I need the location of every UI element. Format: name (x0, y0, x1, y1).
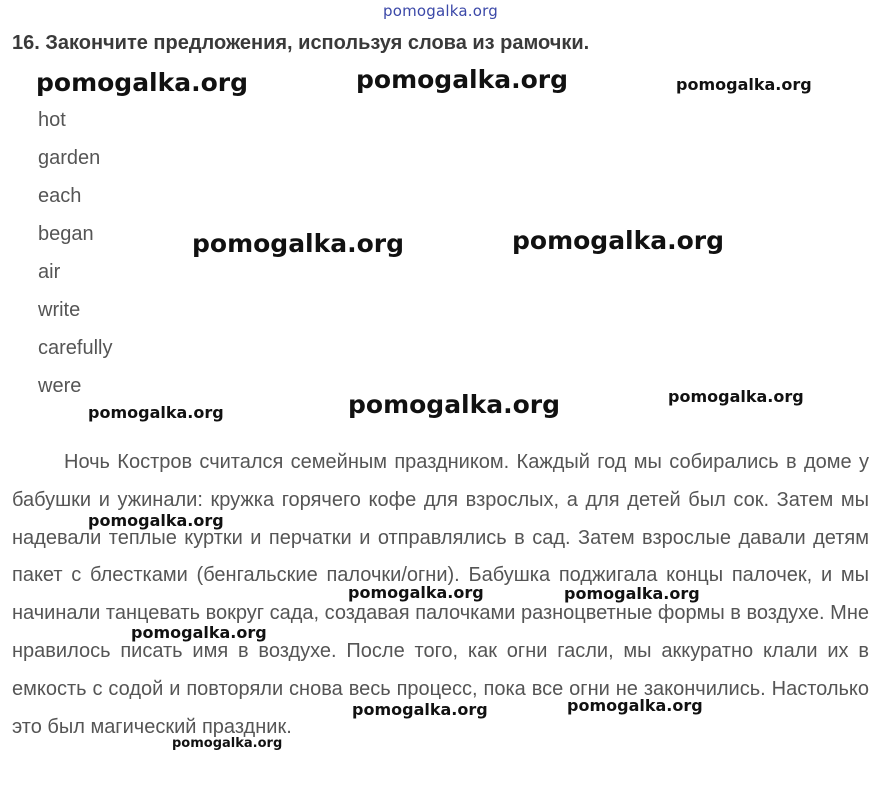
watermark: pomogalka.org (668, 387, 804, 406)
word-box-item: air (38, 261, 61, 283)
word-box-item: each (38, 185, 82, 207)
word-box-item: garden (38, 147, 101, 169)
watermark: pomogalka.org (352, 700, 488, 719)
site-watermark-top: pomogalka.org (383, 2, 498, 20)
watermark: pomogalka.org (172, 736, 283, 751)
watermark: pomogalka.org (348, 583, 484, 602)
watermark: pomogalka.org (36, 68, 249, 97)
exercise-title: 16. Закончите предложения, используя слова из рамочки. (12, 32, 590, 54)
word-box-item: were (38, 375, 82, 397)
watermark: pomogalka.org (88, 403, 224, 422)
watermark: pomogalka.org (348, 390, 561, 419)
watermark: pomogalka.org (512, 226, 725, 255)
watermark: pomogalka.org (567, 696, 703, 715)
watermark: pomogalka.org (676, 75, 812, 94)
watermark: pomogalka.org (88, 511, 224, 530)
word-box-item: hot (38, 109, 66, 131)
watermark: pomogalka.org (564, 584, 700, 603)
watermark: pomogalka.org (192, 229, 405, 258)
watermark: pomogalka.org (356, 65, 569, 94)
word-box-item: write (38, 299, 81, 321)
watermark: pomogalka.org (131, 623, 267, 642)
word-box-item: began (38, 223, 94, 245)
word-box-item: carefully (38, 337, 113, 359)
story-paragraph: Ночь Костров считался семейным праздником. Каждый год мы собирались в доме у бабушки и ужинали: кружка горячего кофе для взрослых, а для детей был сок. Затем мы надевали теплые куртки и перчатки и отправлялись в сад. Затем взрослые давали детям пакет с блестками (бенгальские палочки/огни). Бабушка поджигала концы палочек, и мы начинали танцевать вокруг сада, создавая палочками разноцветные формы в воздухе. Мне нравилось писать имя в воздухе. После того, как огни гасли, мы аккуратно клали их в емкость с содой и повторяли снова весь процесс, пока все огни не закончились. Настолько это был магический праздник. (12, 451, 869, 738)
